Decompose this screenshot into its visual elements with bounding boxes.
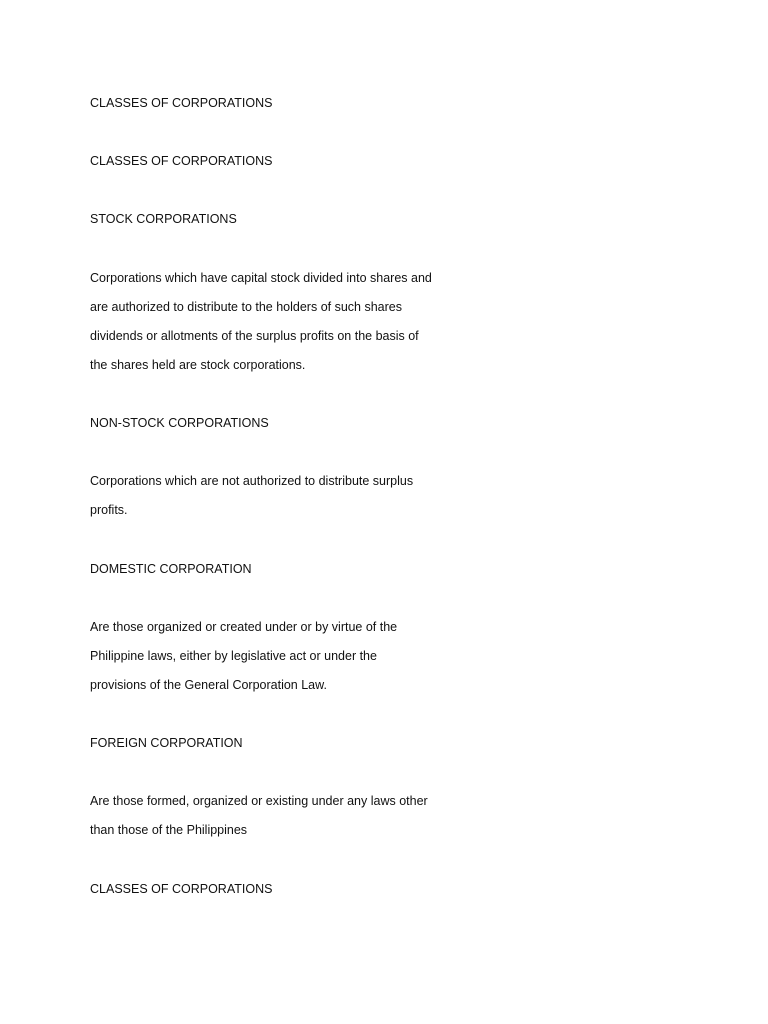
non-stock-corporations-text-line: Corporations which are not authorized to distribute surplus <box>90 474 414 489</box>
heading-classes-of-corporations-3: CLASSES OF CORPORATIONS <box>90 881 273 896</box>
heading-classes-of-corporations-2: CLASSES OF CORPORATIONS <box>90 154 273 169</box>
heading-domestic-corporation: DOMESTIC CORPORATION <box>90 561 252 576</box>
paragraph-spacer <box>90 700 450 729</box>
heading-foreign-corporation: FOREIGN CORPORATION <box>90 736 243 751</box>
heading-classes-of-corporations-1: CLASSES OF CORPORATIONS <box>90 96 273 110</box>
foreign-corporation-text-line: than those of the Philippines <box>90 823 248 838</box>
heading-stock-corporations: STOCK CORPORATIONS <box>90 212 237 227</box>
heading-non-stock-corporations: NON-STOCK CORPORATIONS <box>90 416 269 431</box>
paragraph-spacer <box>90 758 450 787</box>
paragraph-spacer <box>90 176 450 205</box>
paragraph-spacer <box>90 584 450 613</box>
domestic-corporation-text-line: Are those organized or created under or by virtue of the <box>90 619 398 634</box>
stock-corporations-text-line: Corporations which have capital stock divided into shares and <box>90 270 432 285</box>
document-body <box>90 89 450 904</box>
paragraph-spacer <box>90 845 450 874</box>
stock-corporations-text-line: dividends or allotments of the surplus profits on the basis of <box>90 328 419 343</box>
domestic-corporation-text-line: Philippine laws, either by legislative act or under the <box>90 648 377 663</box>
paragraph-spacer <box>90 234 450 263</box>
stock-corporations-text-line: are authorized to distribute to the holders of such shares <box>90 299 402 314</box>
domestic-corporation-text-line: provisions of the General Corporation Law. <box>90 677 327 692</box>
non-stock-corporations-text-line: profits. <box>90 503 128 518</box>
paragraph-spacer <box>90 525 450 554</box>
foreign-corporation-text-line: Are those formed, organized or existing under any laws other <box>90 794 428 809</box>
paragraph-spacer <box>90 118 450 147</box>
paragraph-spacer <box>90 438 450 467</box>
paragraph-spacer <box>90 380 450 409</box>
stock-corporations-text-line: the shares held are stock corporations. <box>90 357 306 372</box>
